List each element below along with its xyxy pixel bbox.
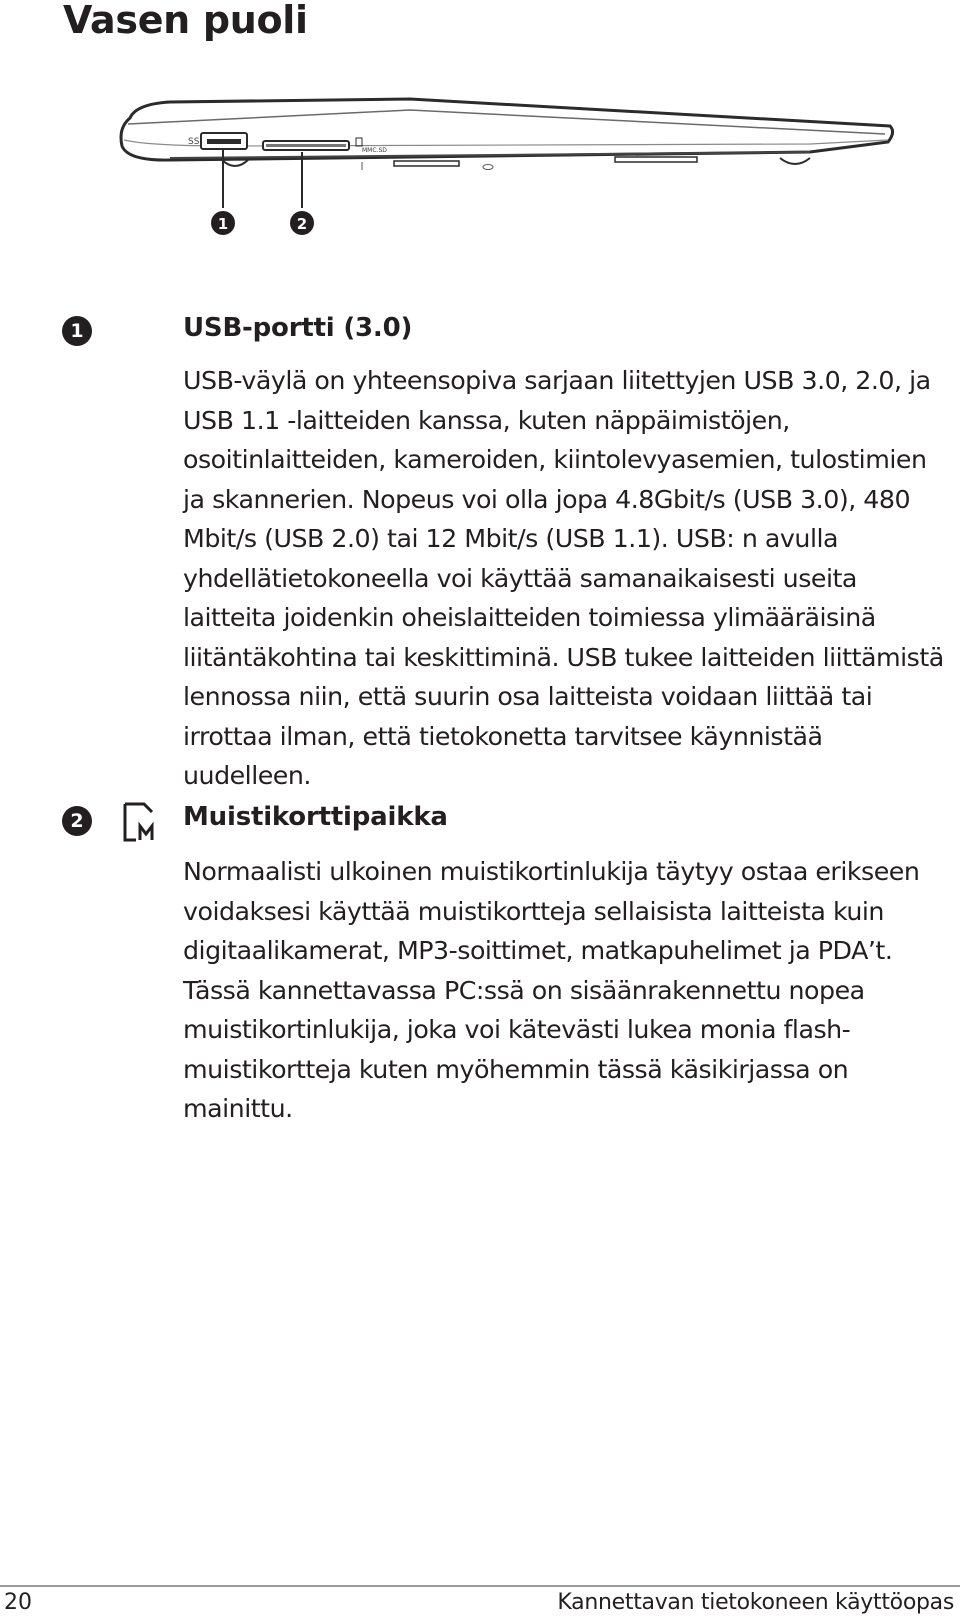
footer-divider: [0, 1585, 960, 1587]
page-number: 20: [4, 1590, 32, 1615]
page-title: Vasen puoli: [63, 0, 308, 42]
callout-1: 1: [217, 215, 229, 233]
svg-text:SS: SS: [188, 137, 200, 147]
item-body-memory-card-slot: Normaalisti ulkoinen muistikortinlukija täytyy ostaa erikseen voidaksesi käyttää muistikortteja sellaisista laitteista kuin digitaalikamerat, MP3-soittimet, matkapuhelimet ja PDA’t. Tässä kannettavassa PC:ssä on sisäänrakennettu nopea muistikortinlukija, joka voi kätevästi lukea monia flash-muistikortteja kuten myöhemmin tässä käsikirjassa on mainittu.: [183, 857, 920, 1123]
item-heading-usb-port: USB-portti (3.0): [183, 313, 413, 343]
item-number-badge: 1: [62, 316, 92, 346]
document-title: Kannettavan tietokoneen käyttöopas: [557, 1590, 954, 1615]
svg-text:MMC.SD: MMC.SD: [362, 147, 387, 154]
item-number-badge: 2: [62, 806, 92, 836]
callout-2: 2: [296, 215, 308, 233]
laptop-left-side-illustration: [110, 88, 900, 258]
memory-card-icon: [122, 802, 162, 844]
item-heading-memory-card-slot: Muistikorttipaikka: [183, 802, 448, 832]
item-body-usb-port: USB-väylä on yhteensopiva sarjaan liitettyjen USB 3.0, 2.0, ja USB 1.1 -laitteiden kanssa, kuten näppäimistöjen, osoitinlaitteiden, kameroiden, kiintolevyasemien, tulostimien ja skannerien. Nopeus voi olla jopa 4.8Gbit/s (USB 3.0), 480 Mbit/s (USB 2.0) tai 12 Mbit/s (USB 1.1). USB: n avulla yhdellätietokoneella voi käyttää samanaikaisesti useita laitteita joidenkin oheislaitteiden toimiessa ylimääräisinä liitäntäkohtina tai keskittiminä. USB tukee laitteiden liittämistä lennossa niin, että suurin osa laitteista voidaan liittää tai irrottaa ilman, että tietokonetta tarvitsee käynnistää uudelleen.: [183, 366, 944, 790]
